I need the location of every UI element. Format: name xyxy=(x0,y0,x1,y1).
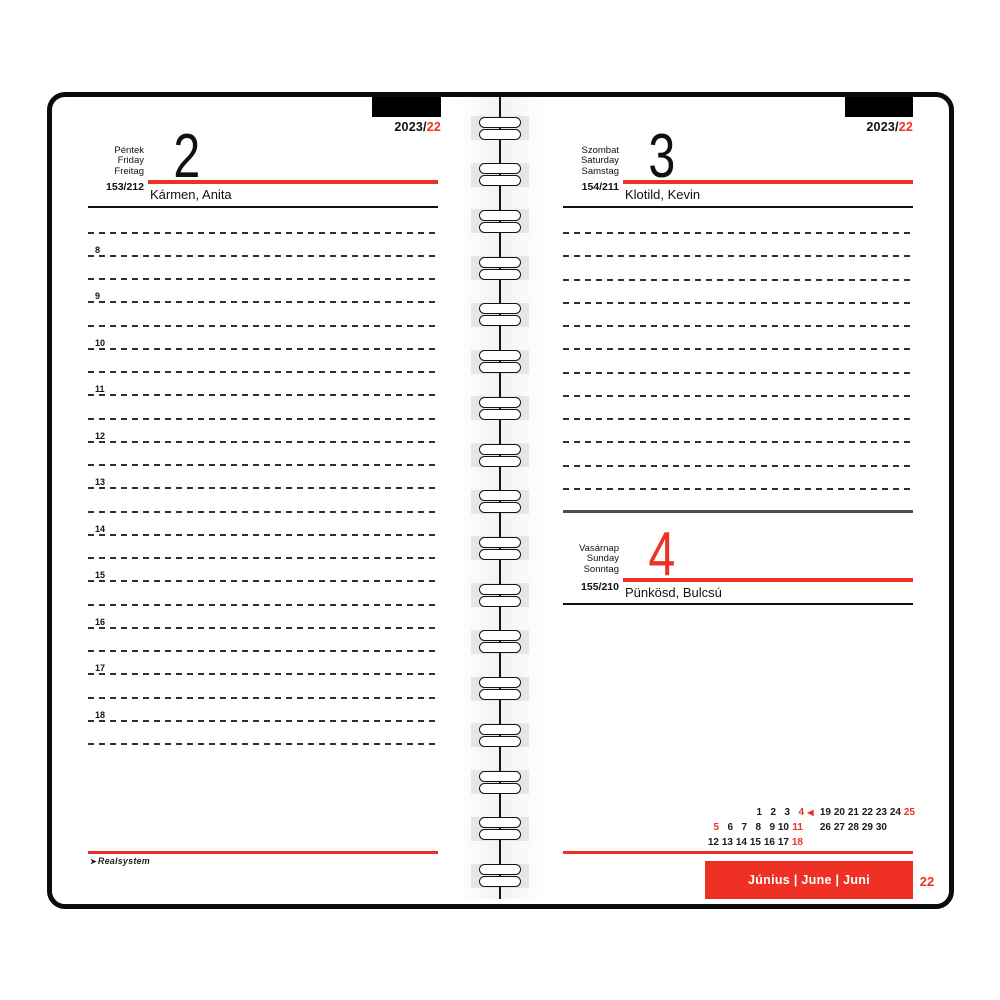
calendar-empty-cell xyxy=(803,820,817,835)
binding-loop-icon xyxy=(479,771,521,782)
calendar-day: 17 xyxy=(777,837,789,848)
calendar-day: 11 xyxy=(792,822,803,833)
footer-red-rule-left xyxy=(88,851,438,854)
ruled-line xyxy=(88,337,438,350)
day-name-hu: Vasárnap xyxy=(579,543,619,554)
week-number: 22 xyxy=(426,120,441,134)
calendar-day: 6 xyxy=(727,822,733,833)
binding-loop-icon xyxy=(479,490,521,501)
week-number: 22 xyxy=(898,120,913,134)
ruled-line xyxy=(563,488,913,490)
calendar-day: 23 xyxy=(875,807,887,818)
calendar-day: 20 xyxy=(833,807,845,818)
binding-loop-icon xyxy=(479,817,521,828)
section-separator-rule xyxy=(563,510,913,513)
day-number-sunday: 4 xyxy=(648,520,674,589)
ruled-line xyxy=(563,465,913,467)
page-number: 22 xyxy=(919,874,935,889)
calendar-row xyxy=(703,820,915,835)
ruled-line xyxy=(563,302,913,304)
ruled-line xyxy=(88,697,438,699)
day-name-en: Saturday xyxy=(580,155,619,167)
binding-loop-icon xyxy=(479,736,521,747)
calendar-day: 30 xyxy=(875,822,887,833)
calendar-day: 19 xyxy=(819,807,831,818)
calendar-row xyxy=(703,835,915,850)
ruled-line xyxy=(88,371,438,373)
calendar-empty-cell xyxy=(720,805,734,820)
calendar-day: 2 xyxy=(770,807,776,818)
ruled-line xyxy=(563,418,913,420)
mini-calendar xyxy=(703,805,915,850)
calendar-day: 18 xyxy=(791,837,803,848)
binding-loop-icon xyxy=(479,269,521,280)
day-header-black-rule xyxy=(563,603,913,605)
calendar-empty-cell xyxy=(845,835,859,850)
calendar-empty-cell xyxy=(817,835,831,850)
hour-label: 9 xyxy=(95,291,101,302)
ruled-line xyxy=(88,663,438,675)
ruled-line xyxy=(563,348,913,350)
ruled-line xyxy=(88,570,438,582)
calendar-day: 4 xyxy=(798,807,804,818)
ruled-line xyxy=(88,511,438,513)
ruled-line xyxy=(88,616,438,629)
calendar-empty-cell xyxy=(873,835,887,850)
hour-label: 13 xyxy=(95,477,106,488)
hour-label: 11 xyxy=(95,384,105,395)
ruled-line xyxy=(88,232,438,234)
hour-label: 10 xyxy=(95,337,106,348)
binding-loop-icon xyxy=(479,677,521,688)
calendar-day: 14 xyxy=(735,837,747,848)
calendar-day: 25 xyxy=(903,807,915,818)
calendar-empty-cell xyxy=(887,835,901,850)
calendar-day: 27 xyxy=(833,822,845,833)
calendar-day: 10 xyxy=(777,822,789,833)
binding-loop-icon xyxy=(479,864,521,875)
current-week-marker-icon: ◀ xyxy=(807,808,814,817)
ruled-line xyxy=(563,395,913,397)
binding-loop-icon xyxy=(479,129,521,140)
ruled-line xyxy=(563,372,913,374)
binding-loop-icon xyxy=(479,444,521,455)
ruled-line xyxy=(88,384,438,396)
calendar-day: 29 xyxy=(861,822,873,833)
day-name-en: Sunday xyxy=(586,553,619,565)
day-name-en: Friday xyxy=(117,155,144,167)
day-counter-saturday: 154/211 xyxy=(581,181,619,193)
hour-label: 18 xyxy=(95,709,106,720)
ruled-line xyxy=(88,278,438,280)
hour-label: 12 xyxy=(95,430,106,441)
calendar-empty-cell xyxy=(901,820,915,835)
ruled-line xyxy=(563,232,913,234)
day-name-hu: Szombat xyxy=(581,145,619,156)
calendar-day: 26 xyxy=(819,822,831,833)
ruled-line xyxy=(563,441,913,443)
year-text: 2023/ xyxy=(866,120,899,134)
calendar-day: 24 xyxy=(889,807,901,818)
binding-loop-icon xyxy=(479,175,521,186)
brand-name: Realsystem xyxy=(97,856,150,866)
month-bar: Június | June | Juni xyxy=(705,861,913,899)
day-name-de: Samstag xyxy=(581,165,619,177)
binding-loop-icon xyxy=(479,584,521,595)
day-counter-friday: 153/212 xyxy=(106,181,144,193)
binding-loop-icon xyxy=(479,689,521,700)
day-number-saturday: 3 xyxy=(648,122,674,191)
binding-loop-icon xyxy=(479,783,521,794)
calendar-day: 7 xyxy=(741,822,747,833)
hour-label: 8 xyxy=(95,244,101,255)
ruled-line xyxy=(88,743,438,745)
nameday-text-sunday: Pünkösd, Bulcsú xyxy=(625,585,722,600)
calendar-day: 12 xyxy=(707,837,719,848)
ruled-line xyxy=(563,325,913,327)
day-name-hu: Péntek xyxy=(114,145,144,156)
ruled-line xyxy=(88,464,438,466)
ruled-line xyxy=(563,279,913,281)
calendar-day: 21 xyxy=(847,807,859,818)
hour-label: 14 xyxy=(95,523,106,534)
ruled-line xyxy=(88,418,438,420)
ruled-line xyxy=(88,477,438,489)
day-name-de: Sonntag xyxy=(583,563,619,575)
binding-loop-icon xyxy=(479,350,521,361)
calendar-day: 8 xyxy=(755,822,761,833)
calendar-empty-cell xyxy=(706,805,720,820)
binding-loop-icon xyxy=(479,315,521,326)
brand-swoosh-icon: ➤ xyxy=(90,857,97,866)
calendar-day: 1 xyxy=(756,807,762,818)
year-text: 2023/ xyxy=(394,120,427,134)
calendar-empty-cell xyxy=(734,805,748,820)
brand-logo xyxy=(90,856,150,866)
binding-loop-icon xyxy=(479,210,521,221)
calendar-empty-cell xyxy=(831,835,845,850)
day-name-de: Freitag xyxy=(114,165,144,177)
ruled-line xyxy=(88,291,438,303)
hour-grid xyxy=(88,0,438,770)
binding-loop-icon xyxy=(479,303,521,314)
hour-label: 17 xyxy=(95,663,106,674)
binding-loop-icon xyxy=(479,596,521,607)
ruled-line xyxy=(88,650,438,652)
binding-loop-icon xyxy=(479,362,521,373)
calendar-empty-cell xyxy=(901,835,915,850)
binding-loop-icon xyxy=(479,397,521,408)
binding-loop-icon xyxy=(479,549,521,560)
binding-loop-icon xyxy=(479,257,521,268)
calendar-day: 9 xyxy=(769,822,775,833)
binding-loop-icon xyxy=(479,502,521,513)
ruled-line xyxy=(88,325,438,327)
calendar-empty-cell xyxy=(803,835,817,850)
ruled-line xyxy=(88,244,438,257)
calendar-day: 16 xyxy=(763,837,775,848)
ruled-line xyxy=(88,557,438,559)
binding-loop-icon xyxy=(479,724,521,735)
binding-loop-icon xyxy=(479,537,521,548)
calendar-day: 28 xyxy=(847,822,859,833)
binding-loop-icon xyxy=(479,409,521,420)
day-number-friday: 2 xyxy=(173,122,199,191)
binding-loop-icon xyxy=(479,876,521,887)
nameday-text-friday: Kármen, Anita xyxy=(150,187,232,202)
hour-label: 16 xyxy=(95,616,106,627)
nameday-text-saturday: Klotild, Kevin xyxy=(625,187,701,202)
ruled-line xyxy=(88,604,438,606)
calendar-row xyxy=(703,805,915,820)
ruled-line xyxy=(88,523,438,536)
binding-loop-icon xyxy=(479,630,521,641)
calendar-day: 22 xyxy=(861,807,873,818)
ruled-line xyxy=(88,709,438,722)
binding-loop-icon xyxy=(479,222,521,233)
footer-red-rule-right xyxy=(563,851,913,854)
hour-label: 15 xyxy=(95,570,106,581)
binding-loop-icon xyxy=(479,642,521,653)
day-counter-sunday: 155/210 xyxy=(581,581,619,593)
calendar-empty-cell xyxy=(887,820,901,835)
ruled-line xyxy=(563,255,913,257)
binding-loop-icon xyxy=(479,163,521,174)
saturday-ruled-grid xyxy=(563,0,913,770)
calendar-empty-cell xyxy=(859,835,873,850)
calendar-day: 3 xyxy=(784,807,790,818)
binding-loop-icon xyxy=(479,117,521,128)
calendar-day: 13 xyxy=(721,837,733,848)
ruled-line xyxy=(88,430,438,443)
binding-loop-icon xyxy=(479,829,521,840)
calendar-day: 5 xyxy=(713,822,719,833)
day-name-labels-sunday xyxy=(519,544,619,575)
binding-loop-icon xyxy=(479,456,521,467)
calendar-day: 15 xyxy=(749,837,761,848)
